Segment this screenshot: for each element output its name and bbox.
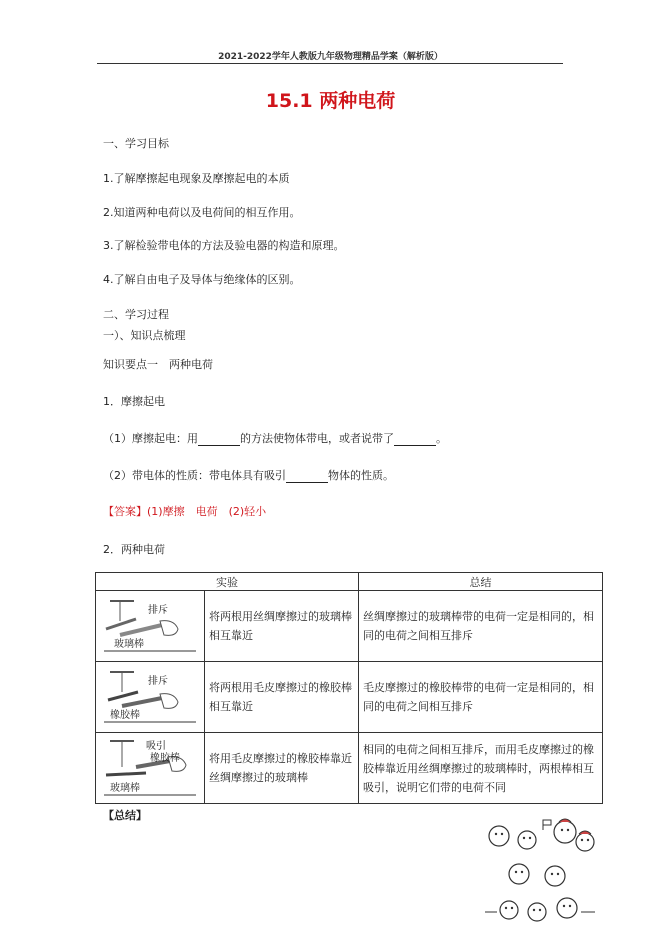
q2-blank: [286, 469, 328, 483]
answer-line: [103, 503, 266, 519]
objective-3: 3.了解检验带电体的方法及验电器的构造和原理。: [103, 239, 345, 252]
section2-sub: 一）、知识点梳理: [103, 329, 186, 342]
section2-heading: 二、学习过程: [103, 308, 169, 321]
summary-cell: 相同的电荷之间相互排斥，而用毛皮摩擦过的橡胶棒靠近用丝绸摩擦过的玻璃棒时，两根棒相互吸引，说明它们带的电荷不同: [359, 733, 603, 804]
fig2-label-repel: 排斥: [148, 676, 168, 687]
item-friction: 1．摩擦起电: [103, 395, 165, 408]
experiment-cell: 将两根用丝绸摩擦过的玻璃棒相互靠近: [205, 591, 359, 662]
table-row: [96, 591, 603, 662]
item-two-charges: 2．两种电荷: [103, 543, 165, 556]
answer-label: 【答案】: [103, 505, 147, 518]
page-title: 15.1 两种电荷: [265, 90, 396, 112]
experiment-cell: 将两根用毛皮摩擦过的橡胶棒相互靠近: [205, 662, 359, 733]
col-experiment-header: 实验: [96, 573, 359, 591]
fig2-label-rod: 橡胶棒: [110, 710, 140, 721]
question-2: [103, 467, 394, 483]
q1-blank-2: [394, 432, 436, 446]
fig3-label-attract: 吸引: [146, 741, 166, 752]
header-rule: [97, 63, 563, 64]
figure-cell: [96, 662, 205, 733]
table-header-row: [96, 573, 603, 591]
summary-cell: 丝绸摩擦过的玻璃棒带的电荷一定是相同的，相同的电荷之间相互排斥: [359, 591, 603, 662]
q2-part-b: 物体的性质。: [328, 469, 394, 482]
experiment-table: [95, 572, 603, 804]
section1-heading: 一、学习目标: [103, 137, 169, 150]
fig1-label-rod: 玻璃棒: [114, 639, 144, 650]
table-row: [96, 662, 603, 733]
fig1-label-repel: 排斥: [148, 605, 168, 616]
experiment-cell: 将用毛皮摩擦过的橡胶棒靠近丝绸摩擦过的玻璃棒: [205, 733, 359, 804]
answer-text: (1)摩擦 电荷 (2)轻小: [147, 505, 267, 518]
page-header: 2021-2022学年人教版九年级物理精品学案（解析版）: [218, 52, 443, 62]
table-row: [96, 733, 603, 804]
summary-label: 【总结】: [103, 809, 147, 822]
objective-1: 1.了解摩擦起电现象及摩擦起电的本质: [103, 172, 290, 185]
q1-part-c: 。: [436, 432, 447, 445]
col-summary-header: 总结: [359, 573, 603, 591]
fig3-label-glass: 玻璃棒: [110, 783, 140, 794]
objective-4: 4.了解自由电子及导体与绝缘体的区别。: [103, 273, 301, 286]
summary-cell: 毛皮摩擦过的橡胶棒带的电荷一定是相同的，相同的电荷之间相互排斥: [359, 662, 603, 733]
repel-glass-rods-figure: [100, 595, 198, 657]
q2-part-a: （2）带电体的性质：带电体具有吸引: [103, 469, 286, 482]
attract-rods-figure: [100, 737, 198, 799]
q1-blank-1: [198, 432, 240, 446]
figure-cell: [96, 591, 205, 662]
objective-2: 2.知道两种电荷以及电荷间的相互作用。: [103, 206, 301, 219]
question-1: [103, 430, 447, 446]
figure-cell: [96, 733, 205, 804]
repel-rubber-rods-figure: [100, 666, 198, 728]
cartoon-charges-illustration-icon: [483, 816, 601, 928]
q1-part-a: （1）摩擦起电：用: [103, 432, 198, 445]
fig3-label-rubber: 橡胶棒: [150, 753, 180, 764]
q1-part-b: 的方法使物体带电，或者说带了: [240, 432, 394, 445]
knowledge-point: 知识要点一 两种电荷: [103, 358, 213, 371]
